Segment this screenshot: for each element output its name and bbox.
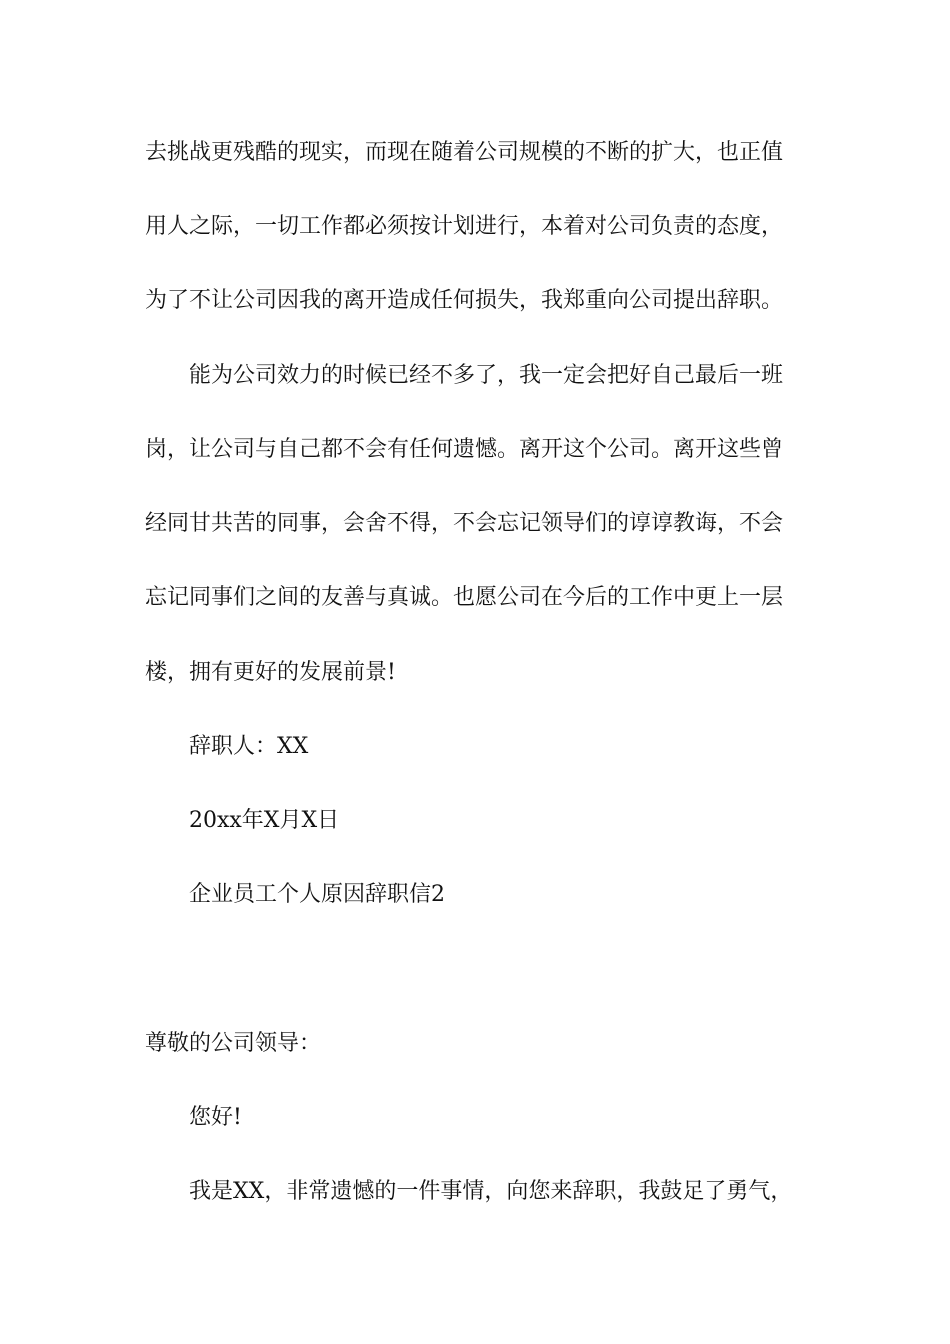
- paragraph-line: 为了不让公司因我的离开造成任何损失，我郑重向公司提出辞职。: [145, 288, 784, 313]
- section-title: 企业员工个人原因辞职信2: [189, 882, 445, 907]
- paragraph-line: 经同甘共苦的同事，会舍不得，不会忘记领导们的谆谆教诲，不会: [145, 511, 784, 536]
- greeting: 您好!: [189, 1105, 242, 1130]
- paragraph-line: 我是XX，非常遗憾的一件事情，向您来辞职，我鼓足了勇气，: [189, 1179, 793, 1204]
- salutation: 尊敬的公司领导：: [145, 1031, 322, 1056]
- date-line: 20xx年X月X日: [189, 808, 340, 833]
- paragraph-line: 能为公司效力的时候已经不多了，我一定会把好自己最后一班: [189, 363, 784, 388]
- paragraph-line: 岗，让公司与自己都不会有任何遗憾。离开这个公司。离开这些曾: [145, 437, 784, 462]
- paragraph-line: 去挑战更残酷的现实，而现在随着公司规模的不断的扩大，也正值: [145, 140, 784, 165]
- paragraph-line: 楼，拥有更好的发展前景!: [145, 660, 396, 685]
- paragraph-line: 忘记同事们之间的友善与真诚。也愿公司在今后的工作中更上一层: [145, 585, 784, 610]
- paragraph-line: 用人之际，一切工作都必须按计划进行，本着对公司负责的态度，: [145, 214, 784, 239]
- signature-line: 辞职人：XX: [189, 734, 309, 759]
